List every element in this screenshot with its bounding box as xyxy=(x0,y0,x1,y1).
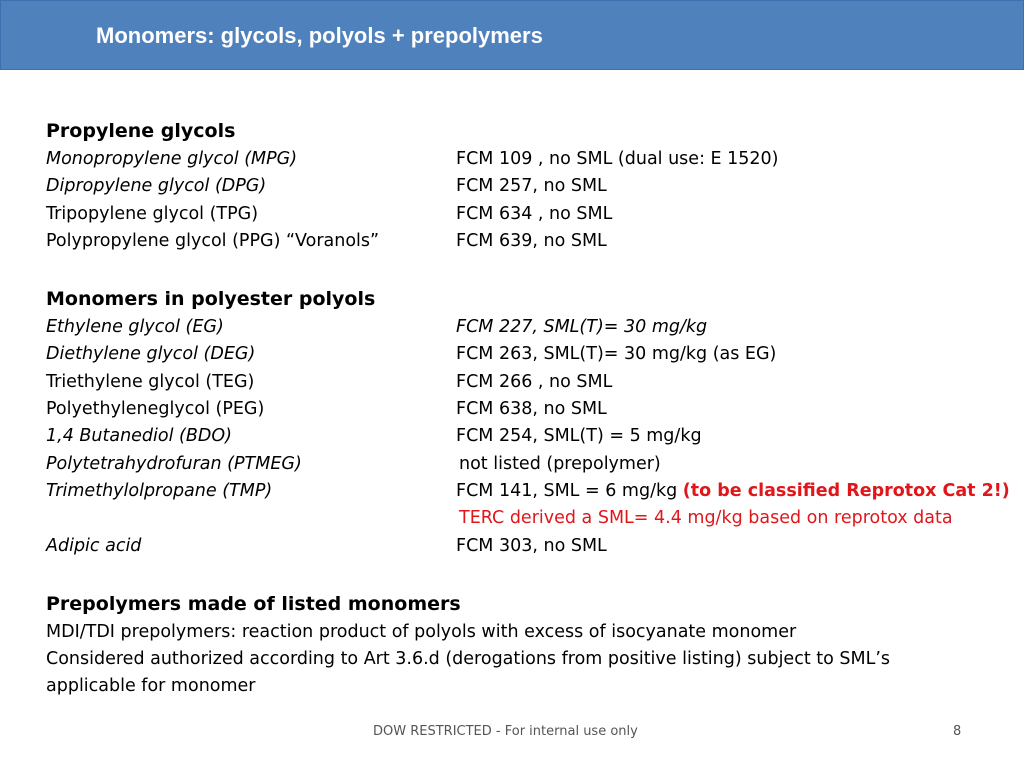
body-text-line: MDI/TDI prepolymers: reaction product of polyols with excess of isocyanate monomer xyxy=(46,621,797,642)
table-row xyxy=(46,451,1006,478)
substance-info: FCM 109 , no SML (dual use: E 1520) xyxy=(456,149,779,169)
substance-name: Monopropylene glycol (MPG) xyxy=(46,149,298,169)
substance-info: FCM 634 , no SML xyxy=(456,203,613,224)
substance-name: Polytetrahydrofuran (PTMEG) xyxy=(46,453,302,474)
title-bar xyxy=(0,0,1024,70)
substance-info: FCM 263, SML(T)= 30 mg/kg (as EG) xyxy=(456,344,777,365)
substance-info: FCM 141, SML = 6 mg/kg xyxy=(456,480,683,501)
substance-info: FCM 254, SML(T) = 5 mg/kg xyxy=(456,426,702,447)
slide-footer xyxy=(0,724,1024,744)
table-row xyxy=(46,505,1006,532)
table-row xyxy=(46,201,1006,228)
substance-name: Tripopylene glycol (TPG) xyxy=(46,203,259,224)
table-row xyxy=(46,173,1006,200)
substance-info: FCM 639, no SML xyxy=(456,230,607,251)
substance-info: FCM 303, no SML xyxy=(456,535,607,556)
substance-name: Adipic acid xyxy=(46,535,142,556)
table-row xyxy=(46,396,1006,423)
section-heading-prepolymers: Prepolymers made of listed monomers xyxy=(46,592,461,615)
substance-info-group xyxy=(456,478,1010,505)
page-number: 8 xyxy=(953,724,962,739)
section-spacer xyxy=(46,560,1006,589)
table-row xyxy=(46,533,1006,560)
substance-name: Diethylene glycol (DEG) xyxy=(46,344,256,365)
substance-name: Triethylene glycol (TEG) xyxy=(46,371,255,392)
table-row xyxy=(46,146,1006,173)
substance-info: FCM 266 , no SML xyxy=(456,371,613,392)
substance-name: 1,4 Butanediol (BDO) xyxy=(46,426,232,447)
substance-name: Trimethylolpropane (TMP) xyxy=(46,480,273,501)
slide-body xyxy=(46,116,1010,701)
body-text-line: Considered authorized according to Art 3.6.d (derogations from positive listing) subject to SML’s xyxy=(46,649,891,670)
substance-info: FCM 638, no SML xyxy=(456,399,607,420)
substance-name: Dipropylene glycol (DPG) xyxy=(46,176,267,197)
body-text-line: applicable for monomer xyxy=(46,676,256,697)
substance-name: Polypropylene glycol (PPG) “Voranols” xyxy=(46,230,380,251)
substance-name: Polyethyleneglycol (PEG) xyxy=(46,399,265,420)
table-row xyxy=(46,341,1006,368)
reprotox-warning: (to be classified Reprotox Cat 2!) xyxy=(682,480,1010,501)
substance-info: FCM 257, no SML xyxy=(456,176,607,197)
table-row xyxy=(46,423,1006,450)
table-row xyxy=(46,478,1010,505)
terc-note: TERC derived a SML= 4.4 mg/kg based on reprotox data xyxy=(459,508,953,529)
section-heading-propylene-glycols: Propylene glycols xyxy=(46,120,236,142)
substance-info: FCM 227, SML(T)= 30 mg/kg xyxy=(456,317,708,338)
classification-label: DOW RESTRICTED - For internal use only xyxy=(373,724,638,739)
substance-info: not listed (prepolymer) xyxy=(459,453,661,474)
slide-title: Monomers: glycols, polyols + prepolymers xyxy=(96,23,543,48)
section-spacer xyxy=(46,255,1006,284)
table-row xyxy=(46,369,1006,396)
substance-name: Ethylene glycol (EG) xyxy=(46,317,224,338)
table-row xyxy=(46,314,1006,341)
table-row xyxy=(46,228,1006,255)
section-heading-polyester-polyols: Monomers in polyester polyols xyxy=(46,288,376,311)
